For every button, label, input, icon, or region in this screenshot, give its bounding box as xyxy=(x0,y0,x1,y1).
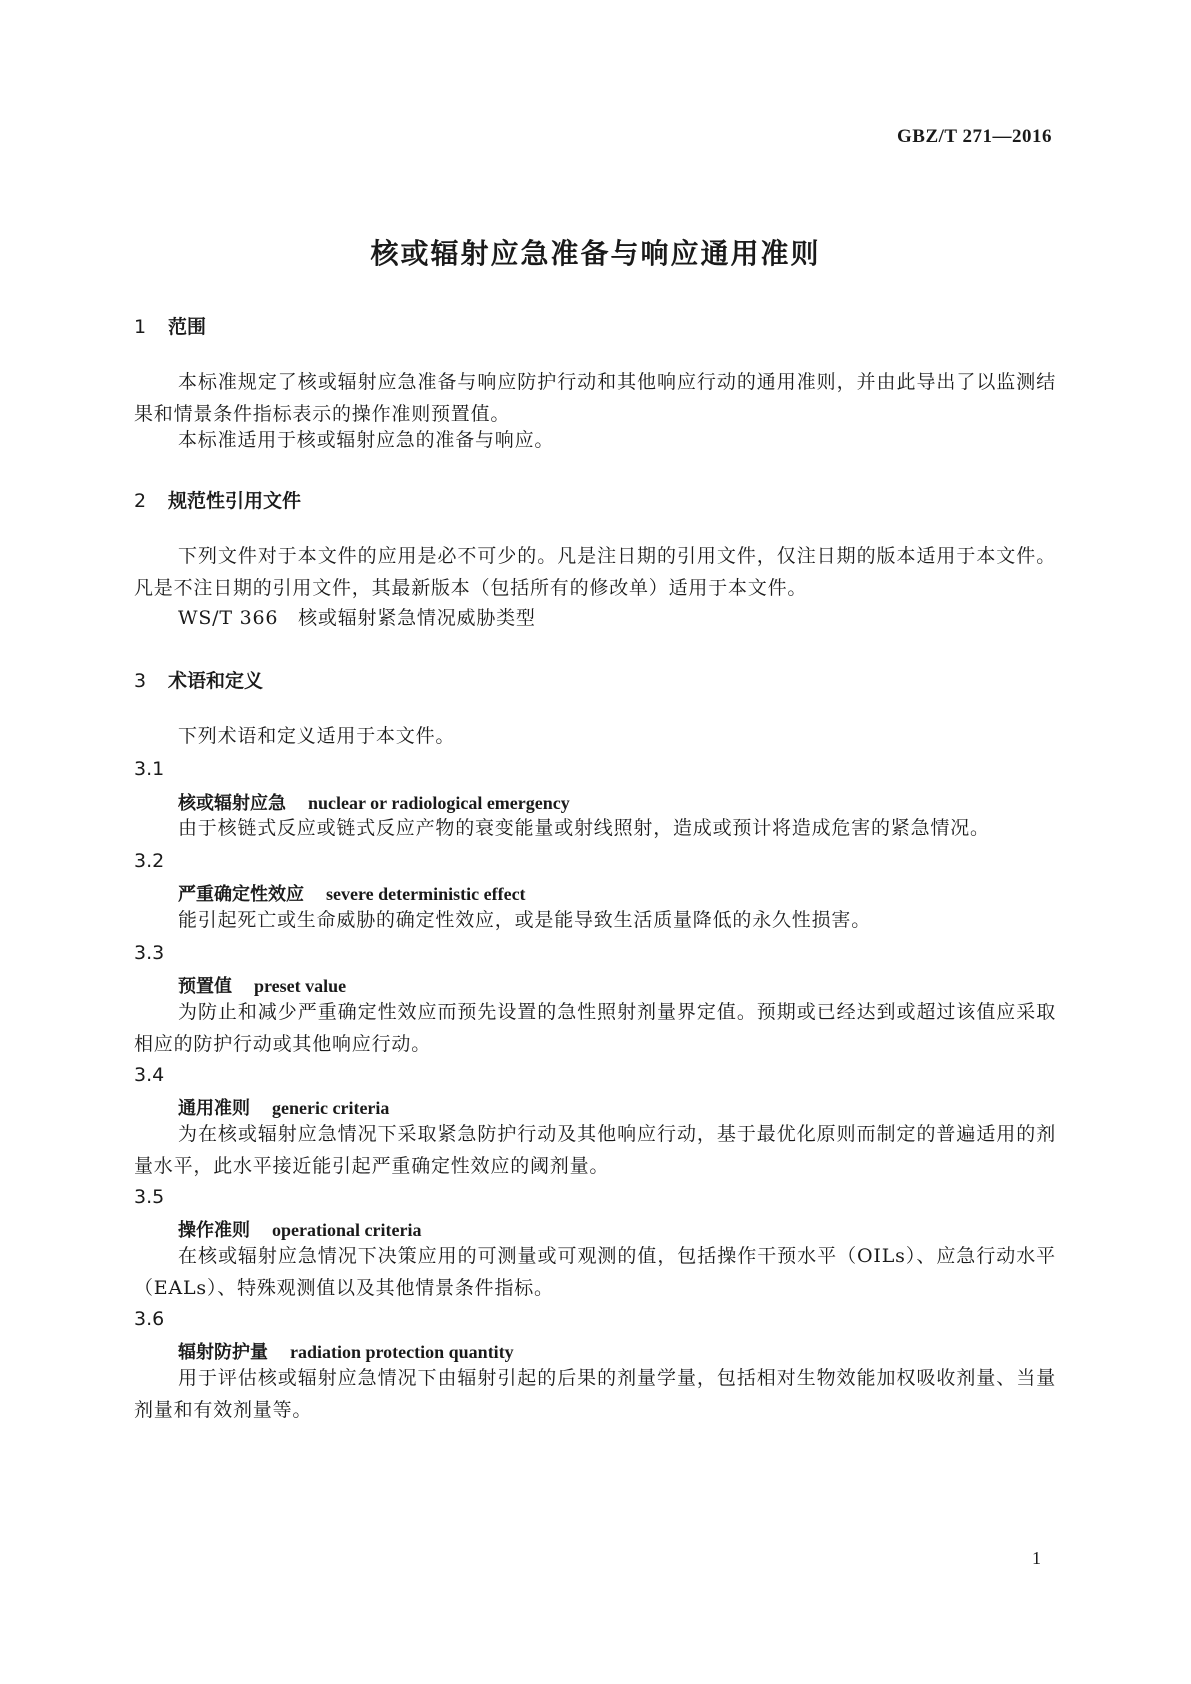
term-en: operational criteria xyxy=(272,1220,422,1240)
section-title: 术语和定义 xyxy=(168,670,264,692)
document-title: 核或辐射应急准备与响应通用准则 xyxy=(370,237,821,270)
paragraph: 本标准适用于核或辐射应急的准备与响应。 xyxy=(178,429,555,451)
paragraph: 本标准规定了核或辐射应急准备与响应防护行动和其他响应行动的通用准则，并由此导出了以监测结果和情景条件指标表示的操作准则预置值。 xyxy=(134,371,1056,425)
section-title: 范围 xyxy=(168,316,207,338)
term-entry xyxy=(178,1338,514,1364)
term-zh: 通用准则 xyxy=(178,1098,250,1119)
term-definition: 能引起死亡或生命威胁的确定性效应，或是能导致生活质量降低的永久性损害。 xyxy=(178,909,872,931)
term-en: preset value xyxy=(254,976,347,996)
term-en: nuclear or radiological emergency xyxy=(308,793,570,813)
section-heading-2 xyxy=(134,486,301,513)
term-en: generic criteria xyxy=(272,1098,390,1118)
term-number: 3.3 xyxy=(134,942,165,964)
term-entry xyxy=(178,972,346,998)
term-definition: 在核或辐射应急情况下决策应用的可测量或可观测的值，包括操作干预水平（OILs）、应急行动水平（EALs）、特殊观测值以及其他情景条件指标。 xyxy=(134,1245,1056,1299)
term-zh: 核或辐射应急 xyxy=(178,793,286,814)
section-heading-1 xyxy=(134,312,206,339)
term-number: 3.6 xyxy=(134,1308,165,1330)
section-number: 2 xyxy=(134,490,147,512)
term-number: 3.4 xyxy=(134,1064,165,1086)
term-entry xyxy=(178,1216,421,1242)
section-number: 1 xyxy=(134,316,147,338)
section-title: 规范性引用文件 xyxy=(168,490,302,512)
term-entry xyxy=(178,1094,389,1120)
paragraph: 下列术语和定义适用于本文件。 xyxy=(178,725,456,747)
section-heading-3 xyxy=(134,666,263,693)
term-en: radiation protection quantity xyxy=(290,1342,514,1362)
term-zh: 预置值 xyxy=(178,976,232,997)
term-number: 3.1 xyxy=(134,758,165,780)
term-zh: 操作准则 xyxy=(178,1220,250,1241)
term-number: 3.5 xyxy=(134,1186,165,1208)
term-zh: 辐射防护量 xyxy=(178,1342,268,1363)
term-definition: 由于核链式反应或链式反应产物的衰变能量或射线照射，造成或预计将造成危害的紧急情况。 xyxy=(178,817,990,839)
normative-reference: WS/T 366 核或辐射紧急情况威胁类型 xyxy=(178,607,536,629)
paragraph: 下列文件对于本文件的应用是必不可少的。凡是注日期的引用文件，仅注日期的版本适用于本文件。凡是不注日期的引用文件，其最新版本（包括所有的修改单）适用于本文件。 xyxy=(134,545,1056,599)
term-en: severe deterministic effect xyxy=(326,884,526,904)
term-zh: 严重确定性效应 xyxy=(178,884,304,905)
term-number: 3.2 xyxy=(134,850,165,872)
term-definition: 为防止和减少严重确定性效应而预先设置的急性照射剂量界定值。预期或已经达到或超过该值应采取相应的防护行动或其他响应行动。 xyxy=(134,1001,1056,1055)
page-number: 1 xyxy=(1032,1548,1041,1568)
section-number: 3 xyxy=(134,670,147,692)
standard-number: GBZ/T 271—2016 xyxy=(897,126,1052,147)
term-entry xyxy=(178,880,526,906)
term-definition: 为在核或辐射应急情况下采取紧急防护行动及其他响应行动，基于最优化原则而制定的普遍适用的剂量水平，此水平接近能引起严重确定性效应的阈剂量。 xyxy=(134,1123,1056,1177)
term-definition: 用于评估核或辐射应急情况下由辐射引起的后果的剂量学量，包括相对生物效能加权吸收剂量、当量剂量和有效剂量等。 xyxy=(134,1367,1056,1421)
